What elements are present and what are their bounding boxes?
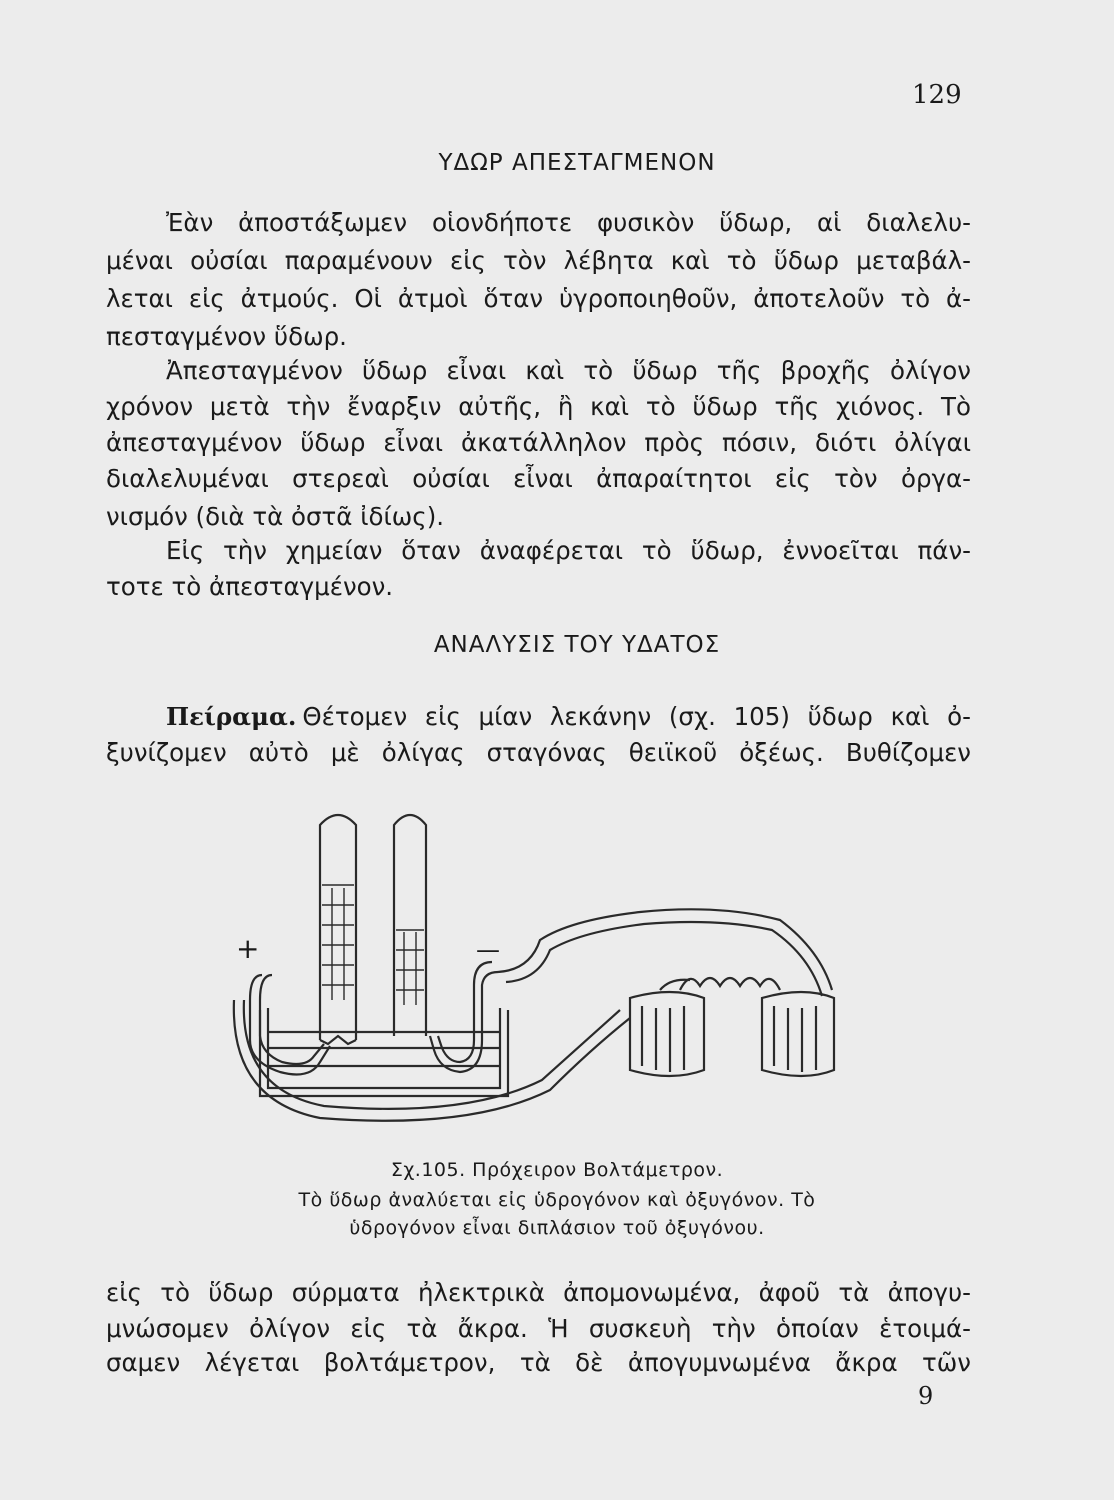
coil-wire <box>680 978 780 990</box>
paragraph-line: σαμεν λέγεται βολτάμετρον, τὰ δὲ ἀπογυμνωμένα ἄκρα τῶν <box>106 1348 971 1377</box>
figure-caption-line: ὑδρογόνον εἶναι διπλάσιον τοῦ ὀξυγόνου. <box>349 1217 765 1239</box>
signature-mark: 9 <box>918 1382 934 1410</box>
wire-positive <box>250 975 330 1074</box>
paragraph-line: ἀπεσταγμένον ὕδωρ εἶναι ἀκατάλληλον πρὸς πόσιν, διότι ὀλίγαι <box>106 428 971 457</box>
page-number: 129 <box>912 80 962 110</box>
test-tube-left <box>320 815 356 1040</box>
paragraph-line <box>166 700 971 734</box>
section-heading-water-analysis: ΑΝΑΛΥΣΙΣ ΤΟΥ ΥΔΑΤΟΣ <box>433 632 721 658</box>
paragraph-line: χρόνον μετὰ τὴν ἔναρξιν αὐτῆς, ἢ καὶ τὸ ὕδωρ τῆς χιόνος. Τὸ <box>106 392 971 421</box>
paragraph-line: μνώσομεν ὀλίγον εἰς τὰ ἄκρα. Ἡ συσκευὴ τὴν ὁποίαν ἑτοιμά- <box>106 1314 971 1343</box>
wire-negative <box>430 972 498 1072</box>
paragraph-line: τοτε τὸ ἀπεσταγμένον. <box>106 572 394 601</box>
minus-terminal-label: — <box>476 936 500 964</box>
experiment-text: Θέτομεν εἰς μίαν λεκάνην (σχ. 105) ὕδωρ καὶ ὀ- <box>302 702 971 731</box>
paragraph-line: πεσταγμένον ὕδωρ. <box>106 322 347 351</box>
paragraph-line: ξυνίζομεν αὐτὸ μὲ ὀλίγας σταγόνας θειϊκοῦ ὀξέως. Βυθίζομεν <box>106 738 971 767</box>
experiment-lead: Πείραμα. <box>166 702 297 731</box>
paragraph-line: Εἰς τὴν χημείαν ὅταν ἀναφέρεται τὸ ὕδωρ, ἐννοεῖται πάν- <box>166 536 971 565</box>
paragraph-line: διαλελυμέναι στερεαὶ οὐσίαι εἶναι ἀπαραίτητοι εἰς τὸν ὀργα- <box>106 464 971 493</box>
paragraph-line: νισμόν (διὰ τὰ ὀστᾶ ἰδίως). <box>106 502 445 531</box>
paragraph-line: μέναι οὐσίαι παραμένουν εἰς τὸν λέβητα καὶ τὸ ὕδωρ μεταβάλ- <box>106 246 971 275</box>
figure-caption-line: Τὸ ὕδωρ ἀναλύεται εἰς ὑδρογόνον καὶ ὀξυγόνον. Τὸ <box>298 1189 816 1211</box>
paragraph-line: Ἀπεσταγμένον ὕδωρ εἶναι καὶ τὸ ὕδωρ τῆς βροχῆς ὀλίγον <box>166 356 971 385</box>
paragraph-line: Ἐὰν ἀποστάξωμεν οἱονδήποτε φυσικὸν ὕδωρ, αἱ διαλελυ- <box>166 208 971 237</box>
voltameter-figure <box>220 800 870 1130</box>
plus-terminal-label: + <box>236 932 260 965</box>
figure-caption-title: Σχ.105. Πρόχειρον Βολτάμετρον. <box>390 1159 724 1181</box>
paragraph-line: εἰς τὸ ὕδωρ σύρματα ἠλεκτρικὰ ἀπομονωμένα, ἀφοῦ τὰ ἀπογυ- <box>106 1278 971 1307</box>
paragraph-line: λεται εἰς ἀτμούς. Οἱ ἀτμοὶ ὅταν ὑγροποιηθοῦν, ἀποτελοῦν τὸ ἀ- <box>106 284 971 313</box>
battery-cell-right <box>762 992 834 1076</box>
section-heading-distilled-water: ΥΔΩΡ ΑΠΕΣΤΑΓΜΕΝΟΝ <box>438 150 716 176</box>
test-tube-right <box>394 815 426 1036</box>
